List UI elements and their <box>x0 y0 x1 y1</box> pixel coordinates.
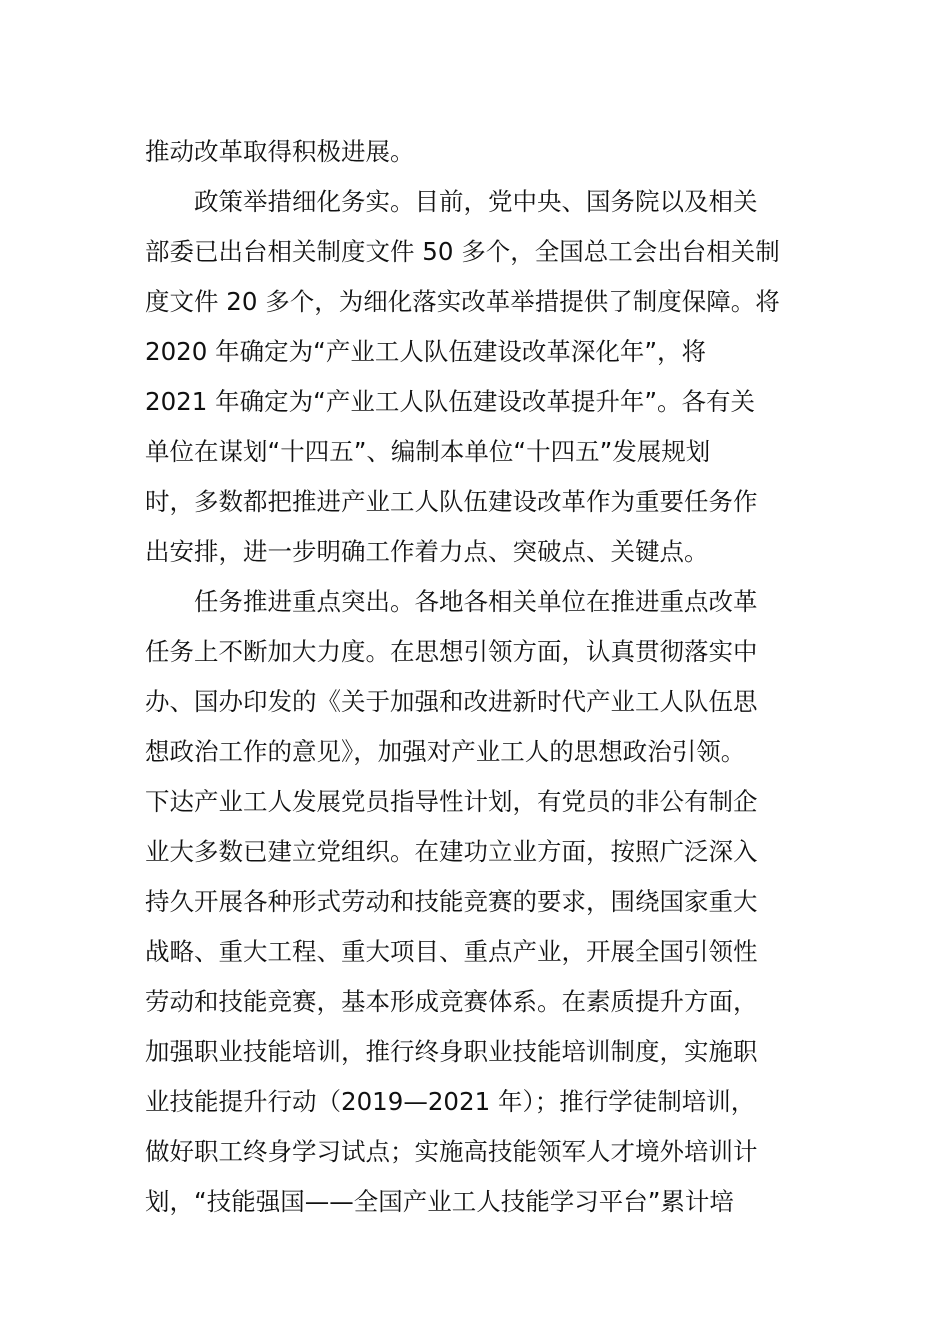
text-line: 业大多数已建立党组织。在建功立业方面，按照广泛深入 <box>145 837 758 866</box>
text-line: 划，“技能强国——全国产业工人技能学习平台”累计培 <box>145 1187 734 1216</box>
text-line: 部委已出台相关制度文件 50 多个，全国总工会出台相关制 <box>145 237 780 266</box>
text-line: 做好职工终身学习试点；实施高技能领军人才境外培训计 <box>145 1137 758 1166</box>
text-line: 办、国办印发的《关于加强和改进新时代产业工人队伍思 <box>145 687 758 716</box>
text-line: 劳动和技能竞赛，基本形成竞赛体系。在素质提升方面， <box>145 987 758 1016</box>
text-line: 出安排，进一步明确工作着力点、突破点、关键点。 <box>145 537 709 566</box>
text-line: 度文件 20 多个，为细化落实改革举措提供了制度保障。将 <box>145 287 780 316</box>
text-line: 持久开展各种形式劳动和技能竞赛的要求，围绕国家重大 <box>145 887 758 916</box>
text-line: 下达产业工人发展党员指导性计划，有党员的非公有制企 <box>145 787 758 816</box>
text-line: 战略、重大工程、重大项目、重点产业，开展全国引领性 <box>145 937 758 966</box>
text-line: 想政治工作的意见》，加强对产业工人的思想政治引领。 <box>145 737 746 766</box>
text-line: 2020 年确定为“产业工人队伍建设改革深化年”，将 <box>145 337 707 366</box>
text-line: 业技能提升行动（2019—2021 年）；推行学徒制培训， <box>145 1087 756 1116</box>
text-line: 任务上不断加大力度。在思想引领方面，认真贯彻落实中 <box>145 637 758 666</box>
text-line: 2021 年确定为“产业工人队伍建设改革提升年”。各有关 <box>145 387 756 416</box>
paragraph-first-line: 任务推进重点突出。各地各相关单位在推进重点改革 <box>194 587 758 616</box>
text-line: 单位在谋划“十四五”、编制本单位“十四五”发展规划 <box>145 437 711 466</box>
paragraph-first-line: 政策举措细化务实。目前，党中央、国务院以及相关 <box>194 187 758 216</box>
text-line: 时，多数都把推进产业工人队伍建设改革作为重要任务作 <box>145 487 758 516</box>
text-line: 推动改革取得积极进展。 <box>145 137 415 166</box>
text-line: 加强职业技能培训，推行终身职业技能培训制度，实施职 <box>145 1037 758 1066</box>
